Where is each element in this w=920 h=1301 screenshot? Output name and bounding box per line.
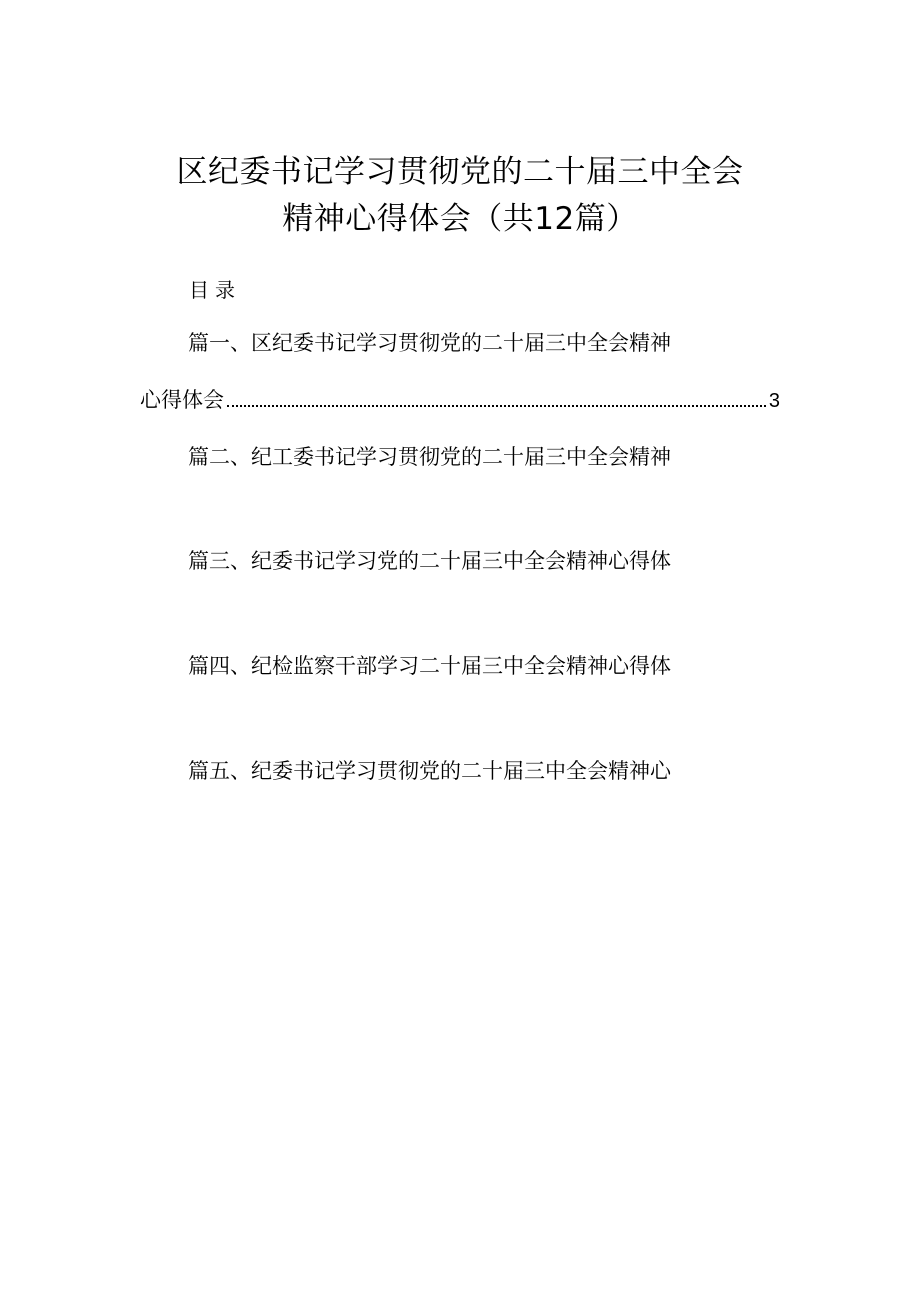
toc-page-number: 3 [768,390,780,412]
document-title-line-1: 区纪委书记学习贯彻党的二十届三中全会 [176,154,744,190]
toc-entry-5[interactable]: 篇五、纪委书记学习贯彻党的二十届三中全会精神心 [188,759,671,783]
toc-entry-1-text: 心得体会 [140,388,224,412]
toc-heading: 目录 [189,278,241,302]
toc-entry-2[interactable]: 篇二、纪工委书记学习贯彻党的二十届三中全会精神 [188,445,671,469]
toc-entry-4[interactable]: 篇四、纪检监察干部学习二十届三中全会精神心得体 [188,654,671,678]
document-title-line-2: 精神心得体会（共12篇） [282,201,638,237]
toc-entry-1[interactable]: 篇一、区纪委书记学习贯彻党的二十届三中全会精神 [188,331,671,355]
toc-entry-3[interactable]: 篇三、纪委书记学习党的二十届三中全会精神心得体 [188,549,671,573]
toc-entry-1-continuation[interactable] [140,386,780,415]
toc-dot-leader [227,404,766,407]
